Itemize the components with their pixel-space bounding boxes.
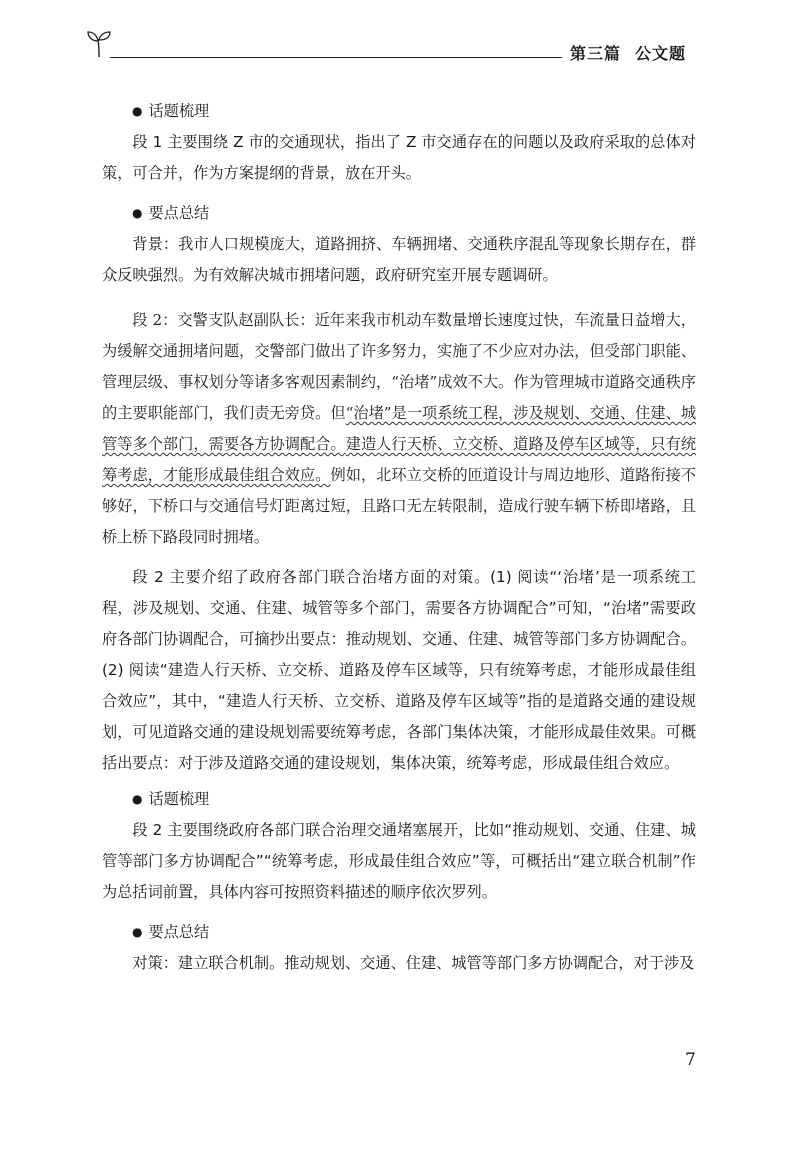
analysis-paragraph-2: 段 2 主要介绍了政府各部门联合治堵方面的对策。(1) 阅读“‘治堵’是一项系统工程，涉及规划、交通、住建、城管等多个部门，需要各方协调配合”可知，“治堵”需要政府各部门协调配合，可摘抄出要点：推动规划、交通、住建、城管等部门多方协调配合。(2) 阅读“建造人行天桥、立交桥、道路及停车区域等，只有统筹考虑，才能形成最佳组合效应”，其中，“建造人行天桥、立交桥、道路及停车区域等”指的是道路交通的建设规划，可见道路交通的建设规划需要统筹考虑，各部门集体决策，才能形成最佳效果。可概括出要点：对于涉及道路交通的建设规划，集体决策，统筹考虑，形成最佳组合效应。 [102,568,696,772]
bullet-icon: ● [132,206,143,220]
wavy-underline-1: “治堵”是一项系统工程，涉及规划、交通、住建、城管等多个部门，需要各方协调配合。 [102,404,697,453]
summary-heading: ● 要点总结 [132,204,210,222]
analysis-paragraph: 段 1 主要围绕 Z 市的交通现状，指出了 Z 市交通存在的问题以及政府采取的总体对策，可合并，作为方案提纲的背景，放在开头。 [102,133,696,182]
topic-heading: ● 话题梳理 [132,102,210,120]
sprout-icon [86,28,112,58]
header-title [570,41,700,64]
analysis-paragraph-3: 段 2 主要围绕政府各部门联合治理交通堵塞展开，比如“推动规划、交通、住建、城管等部门多方协调配合”“统筹考虑，形成最佳组合效应”等，可概括出“建立联合机制”作为总括词前置，具体内容可按照资料描述的顺序依次罗列。 [102,821,696,901]
header-section: 公文题 [635,44,687,63]
wavy-underline-2: 建造人行天桥、立交桥、道路及停车区域等，只有统筹考虑，才能形成最佳组合效应。 [102,435,697,484]
page-content [102,96,696,979]
background-paragraph: 背景：我市人口规模庞大，道路拥挤、车辆拥堵、交通秩序混乱等现象长期存在，群众反映强烈。为有效解决城市拥堵问题，政府研究室开展专题调研。 [102,235,696,284]
bullet-icon: ● [132,792,143,806]
page-number: 7 [685,1050,696,1070]
countermeasure-paragraph: 对策：建立联合机制。推动规划、交通、住建、城管等部门多方协调配合，对于涉及 [132,954,695,972]
summary-heading-2: ● 要点总结 [132,923,210,941]
header-rule [110,57,562,58]
source-quote-paragraph: 段 2：交警支队赵副队长：近年来我市机动车数量增长速度过快，车流量日益增大，为缓解交通拥堵问题，交警部门做出了许多努力，实施了不少应对办法，但受部门职能、管理层级、事权划分等诸多客观因素制约，“治堵”成效不大。作为管理城市道路交通秩序的主要职能部门，我们责无旁贷。但“治堵”是一项系统工程，涉及规划、交通、住建、城管等多个部门，需要各方协调配合。建造人行天桥、立交桥、道路及停车区域等，只有统筹考虑，才能形成最佳组合效应。例如，北环立交桥的匝道设计与周边地形、道路衔接不够好，下桥口与交通信号灯距离过短，且路口无左转限制，造成行驶车辆下桥即堵路，且桥上桥下路段同时拥堵。 [102,311,697,546]
bullet-icon: ● [132,925,143,939]
page-header [0,0,800,80]
bullet-icon: ● [132,104,143,118]
topic-heading-2: ● 话题梳理 [132,790,210,808]
header-part: 第三篇 [570,44,622,63]
